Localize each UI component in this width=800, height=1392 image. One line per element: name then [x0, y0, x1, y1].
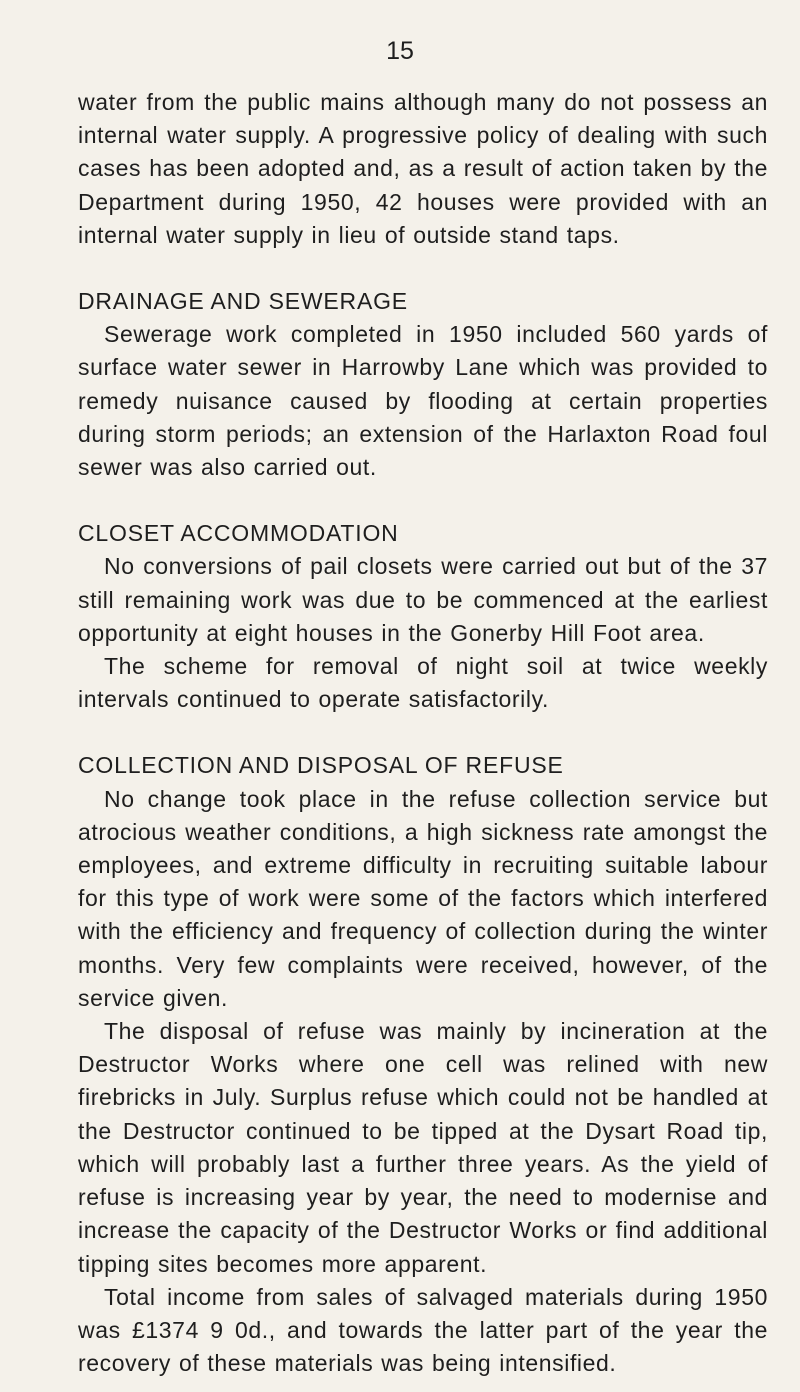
section-heading: CLOSET ACCOMMODATION: [78, 520, 399, 547]
section-paragraph: No change took place in the refuse collection service but atrocious weather conditions, a high sickness rate amongst the employees, and extreme difficulty in recruiting suitable labour for this type of work were some of the factors which interfered with the efficiency and frequency of collection during the winter months. Very few complaints were received, however, of the service given.: [78, 785, 768, 1011]
section-paragraph: Total income from sales of salvaged materials during 1950 was £1374 9 0d., and towards the latter part of the year the recovery of these materials was being intensified.: [78, 1283, 768, 1377]
section-gap: [78, 252, 768, 285]
page-content: [78, 86, 768, 1380]
section-gap: [78, 716, 768, 749]
intro-paragraph: water from the public mains although many do not possess an internal water supply. A progressive policy of dealing with such cases has been adopted and, as a result of action taken by the Department during 1950, 42 houses were provided with an internal water supply in lieu of outside stand taps.: [78, 89, 768, 248]
page-number: 15: [386, 37, 414, 65]
section-gap: [78, 484, 768, 517]
section-paragraph: The scheme for removal of night soil at twice weekly intervals continued to operate satisfactorily.: [78, 653, 768, 713]
section-heading: COLLECTION AND DISPOSAL OF REFUSE: [78, 752, 564, 779]
section-paragraph: Sewerage work completed in 1950 included 560 yards of surface water sewer in Harrowby Lane which was provided to remedy nuisance caused by flooding at certain properties during storm periods; an extension of the Harlaxton Road foul sewer was also carried out.: [78, 321, 768, 481]
section-paragraph: No conversions of pail closets were carried out but of the 37 still remaining work was due to be commenced at the earliest opportunity at eight houses in the Gonerby Hill Foot area.: [78, 553, 768, 646]
section-drainage-sewerage: [78, 285, 768, 484]
section-heading: DRAINAGE AND SEWERAGE: [78, 288, 408, 315]
section-paragraph: The disposal of refuse was mainly by incineration at the Destructor Works where one cell was relined with new firebricks in July. Surplus refuse which could not be handled at the Destructor continued to be tipped at the Dysart Road tip, which will probably last a further three years. As the yield of refuse is increasing year by year, the need to modernise and increase the capacity of the Destructor Works or find additional tipping sites becomes more apparent.: [78, 1018, 768, 1277]
section-closet-accommodation: [78, 517, 768, 716]
section-refuse-collection: [78, 749, 768, 1380]
